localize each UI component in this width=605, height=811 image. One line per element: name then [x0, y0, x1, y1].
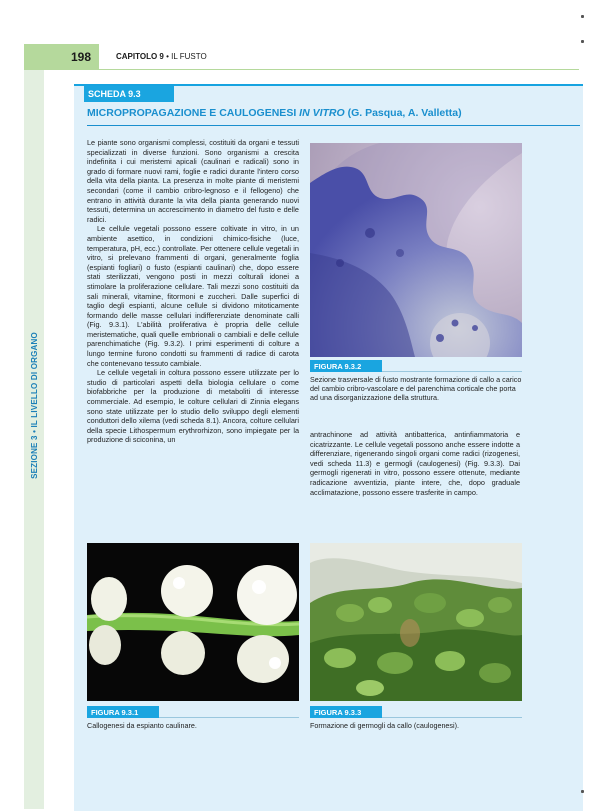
paragraph-3: Le cellule vegetali in coltura possono essere utilizzate per lo studio di particolari aspetti della biologia cellulare o come biofabbriche per la produzione di metaboliti di interesse commerciale. Ad esempio, le colture cellulari di Zinnia elegans sono state utilizzate per lo studio dello sviluppo degli elementi conduttori dello xilema (vedi scheda 8.1). Ancora, colture cellulari della specie Lithospermum erythrorhizon, sono impiegate per la produzione di sciconina, un [87, 368, 299, 445]
text-column-right [310, 430, 520, 497]
scheda-title [87, 107, 577, 119]
page-number: 198 [24, 44, 99, 70]
section-side-label-text: SEZIONE 3 • IL LIVELLO DI ORGANO [29, 331, 39, 479]
chapter-label: CAPITOLO 9 [116, 52, 164, 61]
figure-9-3-2-rule [382, 371, 522, 372]
edge-mark [581, 40, 584, 43]
paragraph-1: Le piante sono organismi complessi, costituiti da organi e tessuti specializzati in diverse funzioni. Sono organismi a crescita indefinita i cui meristemi apicali (caulinari e radicali) sono in grado di formare nuovi rami, foglie e radici durante l'intero corso della vita della pianta. La presenza in molte piante di meristemi secondari (come il cambio cribro-legnoso e il fellogeno) che entrano in attività durante la vita della pianta generando nuovi tessuti, determina un accrescimento in diametro del fusto e delle radici. [87, 138, 299, 224]
figure-9-3-1-rule [159, 717, 299, 718]
title-italic: IN VITRO [299, 107, 345, 119]
scheda-tag: SCHEDA 9.3 [84, 86, 174, 102]
shoots-illustration [310, 543, 522, 701]
page-header [24, 44, 579, 70]
figure-9-3-3-label: FIGURA 9.3.3 [310, 706, 382, 718]
section-side-label [25, 320, 43, 490]
chapter-separator: • [163, 52, 172, 61]
figure-9-3-1-image [87, 543, 299, 701]
chapter-title: IL FUSTO [171, 52, 207, 61]
figure-9-3-3-image [310, 543, 522, 701]
title-rule [87, 125, 580, 126]
callus-illustration [87, 543, 299, 701]
figure-9-3-1-caption: Callogenesi da espianto caulinare. [87, 721, 197, 730]
edge-mark [581, 15, 584, 18]
paragraph-4: antrachinone ad attività antibatterica, antinfiammatoria e cicatrizzante. Le cellule vegetali possono anche essere indotte a differenziare, rigenerando singoli organi come radici (rizogenesi, vedi scheda 11.3) e germogli (caulogenesi) (Fig. 9.3.3). Dai germogli rigenerati in vitro, possono essere ottenute, mediante radicazione avventizia, piante intere, che, dopo graduale acclimatazione, possono essere trasferite in campo. [310, 430, 520, 497]
text-column-left [87, 138, 299, 445]
edge-mark [581, 790, 584, 793]
paragraph-2: Le cellule vegetali possono essere coltivate in vitro, in un ambiente asettico, in condizioni chimico-fisiche (luce, temperatura, pH, ecc.) controllate. Per ottenere cellule vegetali in vitro, si prelevano frammenti di organi, generalmente foglia (espianti fogliari) o fusto (espianti caulinari) che, dopo essere stati sterilizzati, vengono posti in mezzi colturali idonei a stimolare la proliferazione cellulare. Tali mezzi sono costituiti da sali minerali, vitamine, fitormoni e zuccheri. Dalle superfici di taglio degli espianti, alcune cellule si dividono mitoticamente formando delle masse cellulari indifferenziate denominate calli (Fig. 9.3.1). L'abilità proliferativa è propria delle cellule meristematiche, quali quelle embrionali o cambiali e delle cellule parenchimatiche (Fig. 9.3.2). I primi esperimenti di colture a lungo termine furono condotti su frammenti di radice di carota che contenevano tessuto cambiale. [87, 224, 299, 368]
title-main: MICROPROPAGAZIONE E CAULOGENESI [87, 107, 300, 119]
stem-section-illustration [310, 143, 522, 357]
figure-9-3-3-caption: Formazione di germogli da callo (caulogenesi). [310, 721, 460, 730]
figure-9-3-3-rule [382, 717, 522, 718]
figure-9-3-2-image [310, 143, 522, 357]
header-rule [99, 69, 579, 70]
figure-9-3-2-label: FIGURA 9.3.2 [310, 360, 382, 372]
title-authors: (G. Pasqua, A. Valletta) [344, 107, 462, 119]
figure-9-3-1-label: FIGURA 9.3.1 [87, 706, 159, 718]
chapter-heading [116, 52, 207, 61]
figure-9-3-2-caption: Sezione trasversale di fusto mostrante formazione di callo a carico del cambio cribro-vascolare e del parenchima corticale che porta ad una disorganizzazione della struttura. [310, 375, 522, 403]
